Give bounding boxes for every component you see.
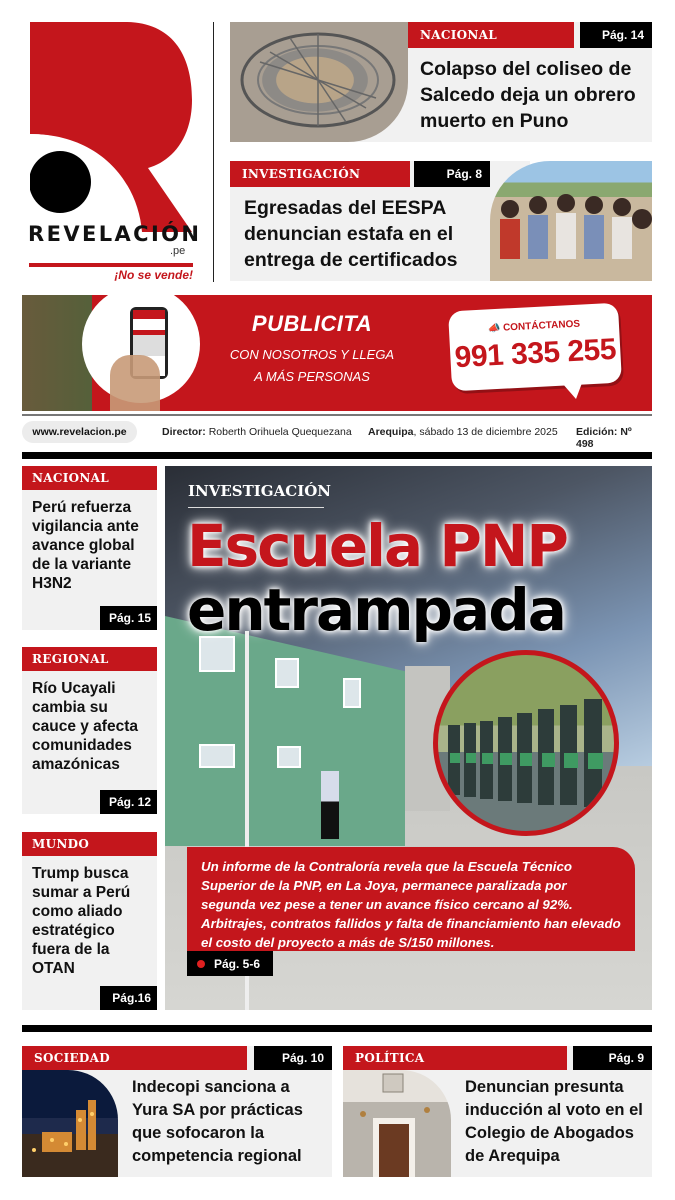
story-headline[interactable]: Colapso del coliseo de Salcedo deja un obrero muerto en Puno: [420, 58, 636, 132]
contact-phone[interactable]: 991 335 255: [453, 332, 617, 375]
factory-icon: [22, 1070, 118, 1177]
window: [275, 658, 299, 688]
section-label: REGIONAL: [22, 647, 157, 671]
colonial-building-door-photo: [343, 1070, 451, 1177]
window: [343, 678, 361, 708]
section-label: POLÍTICA: [343, 1046, 567, 1070]
story-headline[interactable]: Indecopi sanciona a Yura SA por prácticas que sofocaron la competencia regional: [132, 1078, 303, 1165]
cadets-inset-photo: [433, 650, 619, 836]
advertisement-banner[interactable]: [22, 295, 652, 411]
city: Arequipa: [368, 426, 414, 438]
edition-number: Nº 498: [576, 426, 632, 450]
contact-bubble[interactable]: [448, 303, 622, 392]
section-rule: [22, 452, 652, 459]
side-story-3[interactable]: [22, 832, 157, 1010]
story-headline[interactable]: Denuncian presunta inducción al voto en el Colegio de Abogados de Arequipa: [465, 1078, 643, 1165]
industrial-plant-night-photo: [22, 1070, 118, 1177]
section-label: MUNDO: [22, 832, 157, 856]
page-ref: Pág. 9: [573, 1046, 652, 1070]
section-label: NACIONAL: [408, 22, 574, 48]
director-label: Director:: [162, 426, 206, 438]
ad-line-1: CON NOSOTROS Y LLEGA: [229, 347, 395, 362]
building-door-icon: [343, 1070, 451, 1177]
story-headline[interactable]: Egresadas del EESPA denuncian estafa en el entrega de certificados: [244, 197, 458, 271]
hero-story[interactable]: [165, 466, 652, 1010]
kicker-underline: [188, 507, 324, 508]
page-ref: Pág. 12: [100, 790, 157, 814]
protest-crowd-photo: [490, 161, 652, 281]
crowd-icon: [490, 161, 652, 281]
page-ref: Pág.16: [100, 986, 157, 1010]
logo-r-icon: [30, 22, 192, 232]
hand-icon: [110, 355, 160, 411]
story-headline[interactable]: Trump busca sumar a Perú como aliado estratégico fuera de la OTAN: [32, 865, 131, 977]
hero-title-line-1[interactable]: Escuela PNP: [187, 512, 567, 580]
window: [277, 746, 301, 768]
website-link[interactable]: www.revelacion.pe: [22, 421, 137, 443]
story-headline[interactable]: Perú refuerza vigilancia ante avance global de la variante H3N2: [32, 499, 139, 592]
logo-mark: [30, 22, 192, 232]
bubble-tail: [562, 383, 582, 399]
page-ref: Pág. 10: [254, 1046, 332, 1070]
section-label: INVESTIGACIÓN: [230, 161, 410, 187]
brand-name: REVELACIÓN: [28, 222, 202, 246]
bullet-dot-icon: [197, 960, 205, 968]
top-story-1[interactable]: [230, 22, 652, 142]
section-label: SOCIEDAD: [22, 1046, 247, 1070]
window: [199, 744, 235, 768]
director-name: Roberth Orihuela Quequezana: [208, 426, 352, 438]
person-silhouette: [22, 295, 92, 411]
hero-page-ref: [187, 951, 273, 976]
bottom-story-2[interactable]: [343, 1046, 652, 1177]
hero-kicker: INVESTIGACIÓN: [188, 482, 331, 500]
walking-person: [321, 771, 339, 839]
brand-domain-suffix: .pe: [170, 245, 186, 257]
ad-separator: [22, 414, 652, 416]
page-ref: Pág. 8: [414, 161, 490, 187]
side-story-1[interactable]: [22, 466, 157, 630]
header-divider: [213, 22, 214, 282]
contact-cta-label: CONTÁCTANOS: [502, 318, 581, 334]
top-story-2[interactable]: [230, 161, 652, 281]
story-headline[interactable]: Río Ucayali cambia su cauce y afecta comunidades amazónicas: [32, 680, 138, 773]
side-story-2[interactable]: [22, 647, 157, 814]
megaphone-icon: 📣: [487, 322, 501, 335]
page-ref: Pág. 15: [100, 606, 157, 630]
edition: [576, 426, 652, 450]
director-credit: [162, 426, 352, 438]
logo-underline: [29, 263, 193, 267]
hero-summary: Un informe de la Contraloría revela que la Escuela Técnico Superior de la PNP, en La Joya, permanece paralizada por segunda vez pese a tener un avance físico cercano al 92%. Arbitrajes, contratos fallidos y falta de financiamiento han elevado el costo del proyecto a más de S/150 millones.: [187, 847, 635, 951]
bottom-section-rule: [22, 1025, 652, 1032]
brand-slogan: ¡No se vende!: [114, 268, 193, 282]
bottom-story-1[interactable]: [22, 1046, 332, 1177]
dateline: [368, 426, 558, 438]
section-label: NACIONAL: [22, 466, 157, 490]
ad-title: PUBLICITA: [251, 311, 373, 336]
ad-line-2: A MÁS PERSONAS: [254, 369, 370, 384]
hero-page-label: Pág. 5-6: [214, 956, 261, 971]
stadium-aerial-photo: [230, 22, 408, 142]
edition-label: Edición:: [576, 426, 618, 438]
info-bar: [22, 418, 652, 450]
stadium-structure-icon: [230, 22, 408, 142]
date: , sábado 13 de diciembre 2025: [413, 426, 558, 438]
page-ref: Pág. 14: [580, 22, 652, 48]
hero-title-line-2[interactable]: entrampada: [187, 576, 565, 644]
